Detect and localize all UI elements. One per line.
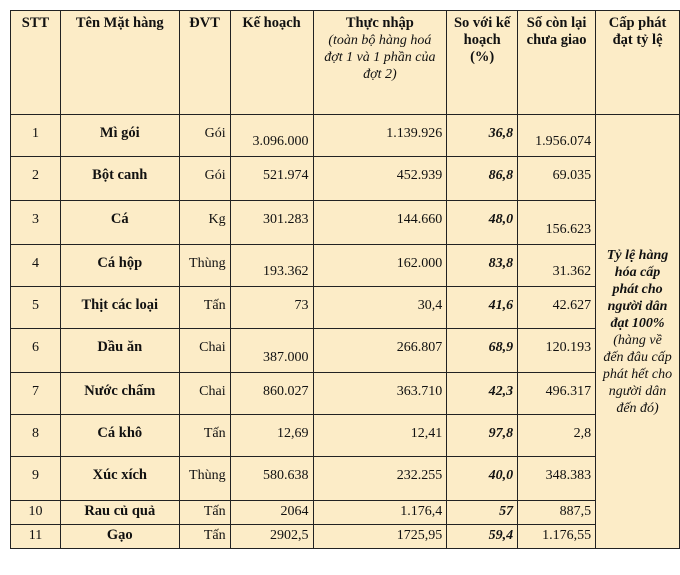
table-body — [11, 115, 680, 549]
cell-ratio: 57 — [447, 501, 518, 525]
table-row — [11, 201, 680, 245]
header-unit: ĐVT — [179, 11, 230, 115]
cell-stt: 2 — [11, 157, 61, 201]
cell-plan: 12,69 — [230, 415, 313, 457]
cell-remaining: 1.176,55 — [518, 525, 596, 549]
cell-ratio: 68,9 — [447, 329, 518, 373]
cell-ratio: 86,8 — [447, 157, 518, 201]
table-row — [11, 415, 680, 457]
cell-name: Rau củ quả — [60, 501, 179, 525]
cell-ratio: 83,8 — [447, 245, 518, 287]
cell-name: Mì gói — [60, 115, 179, 157]
cell-stt: 10 — [11, 501, 61, 525]
cell-plan: 301.283 — [230, 201, 313, 245]
cell-actual: 363.710 — [313, 373, 447, 415]
cell-actual: 162.000 — [313, 245, 447, 287]
cell-unit: Tấn — [179, 525, 230, 549]
table-row — [11, 329, 680, 373]
cell-remaining: 69.035 — [518, 157, 596, 201]
cell-name: Thịt các loại — [60, 287, 179, 329]
header-distribution: Cấp phát đạt tỷ lệ — [596, 11, 680, 115]
cell-unit: Thùng — [179, 457, 230, 501]
cell-name: Cá khô — [60, 415, 179, 457]
cell-unit: Tấn — [179, 415, 230, 457]
table-row — [11, 115, 680, 157]
cell-name: Cá hộp — [60, 245, 179, 287]
cell-plan: 580.638 — [230, 457, 313, 501]
cell-stt: 6 — [11, 329, 61, 373]
cell-unit: Kg — [179, 201, 230, 245]
table-row — [11, 525, 680, 549]
supply-table — [10, 10, 680, 549]
cell-plan: 521.974 — [230, 157, 313, 201]
cell-actual: 232.255 — [313, 457, 447, 501]
header-row — [11, 11, 680, 115]
cell-remaining: 1.956.074 — [518, 115, 596, 157]
header-actual-title: Thực nhập — [345, 15, 414, 31]
cell-actual: 452.939 — [313, 157, 447, 201]
header-ratio: So với kế hoạch (%) — [447, 11, 518, 115]
cell-actual: 12,41 — [313, 415, 447, 457]
header-actual — [313, 11, 447, 115]
table-row — [11, 457, 680, 501]
cell-actual: 1.139.926 — [313, 115, 447, 157]
cell-remaining: 31.362 — [518, 245, 596, 287]
cell-name: Xúc xích — [60, 457, 179, 501]
cell-remaining: 120.193 — [518, 329, 596, 373]
cell-remaining: 42.627 — [518, 287, 596, 329]
cell-stt: 7 — [11, 373, 61, 415]
cell-name: Cá — [60, 201, 179, 245]
cell-ratio: 48,0 — [447, 201, 518, 245]
cell-ratio: 40,0 — [447, 457, 518, 501]
cell-unit: Chai — [179, 373, 230, 415]
cell-stt: 4 — [11, 245, 61, 287]
cell-name: Nước chấm — [60, 373, 179, 415]
cell-remaining: 348.383 — [518, 457, 596, 501]
cell-actual: 30,4 — [313, 287, 447, 329]
cell-plan: 860.027 — [230, 373, 313, 415]
header-actual-sub: (toàn bộ hàng hoá đợt 1 và 1 phần của đợt 2) — [324, 33, 436, 82]
header-name: Tên Mặt hàng — [60, 11, 179, 115]
cell-stt: 3 — [11, 201, 61, 245]
cell-ratio: 42,3 — [447, 373, 518, 415]
cell-plan: 387.000 — [230, 329, 313, 373]
table-row — [11, 373, 680, 415]
cell-stt: 1 — [11, 115, 61, 157]
table-row — [11, 157, 680, 201]
cell-unit: Tấn — [179, 501, 230, 525]
cell-actual: 1725,95 — [313, 525, 447, 549]
cell-ratio: 59,4 — [447, 525, 518, 549]
table-row — [11, 287, 680, 329]
cell-ratio: 41,6 — [447, 287, 518, 329]
cell-unit: Thùng — [179, 245, 230, 287]
cell-remaining: 496.317 — [518, 373, 596, 415]
cell-stt: 5 — [11, 287, 61, 329]
table-row — [11, 245, 680, 287]
cell-unit: Tấn — [179, 287, 230, 329]
cell-actual: 144.660 — [313, 201, 447, 245]
cell-unit: Chai — [179, 329, 230, 373]
cell-stt: 8 — [11, 415, 61, 457]
header-remaining: Số còn lại chưa giao — [518, 11, 596, 115]
table-row — [11, 501, 680, 525]
cell-name: Dầu ăn — [60, 329, 179, 373]
cell-actual: 1.176,4 — [313, 501, 447, 525]
cell-ratio: 97,8 — [447, 415, 518, 457]
cell-ratio: 36,8 — [447, 115, 518, 157]
cell-plan: 2902,5 — [230, 525, 313, 549]
cell-plan: 3.096.000 — [230, 115, 313, 157]
cell-actual: 266.807 — [313, 329, 447, 373]
distribution-note — [596, 115, 680, 549]
cell-remaining: 887,5 — [518, 501, 596, 525]
cell-stt: 11 — [11, 525, 61, 549]
cell-stt: 9 — [11, 457, 61, 501]
cell-name: Bột canh — [60, 157, 179, 201]
cell-unit: Gói — [179, 115, 230, 157]
cell-remaining: 2,8 — [518, 415, 596, 457]
cell-remaining: 156.623 — [518, 201, 596, 245]
cell-plan: 73 — [230, 287, 313, 329]
table-container — [10, 10, 680, 549]
note-bold-text: Tỷ lệ hàng hóa cấp phát cho người dân đạt 100% — [606, 247, 669, 331]
note-italic-text: (hàng về đến đâu cấp phát hết cho người dân đến đó) — [602, 332, 673, 416]
header-stt: STT — [11, 11, 61, 115]
cell-plan: 193.362 — [230, 245, 313, 287]
header-plan: Kế hoạch — [230, 11, 313, 115]
cell-plan: 2064 — [230, 501, 313, 525]
cell-name: Gạo — [60, 525, 179, 549]
cell-unit: Gói — [179, 157, 230, 201]
